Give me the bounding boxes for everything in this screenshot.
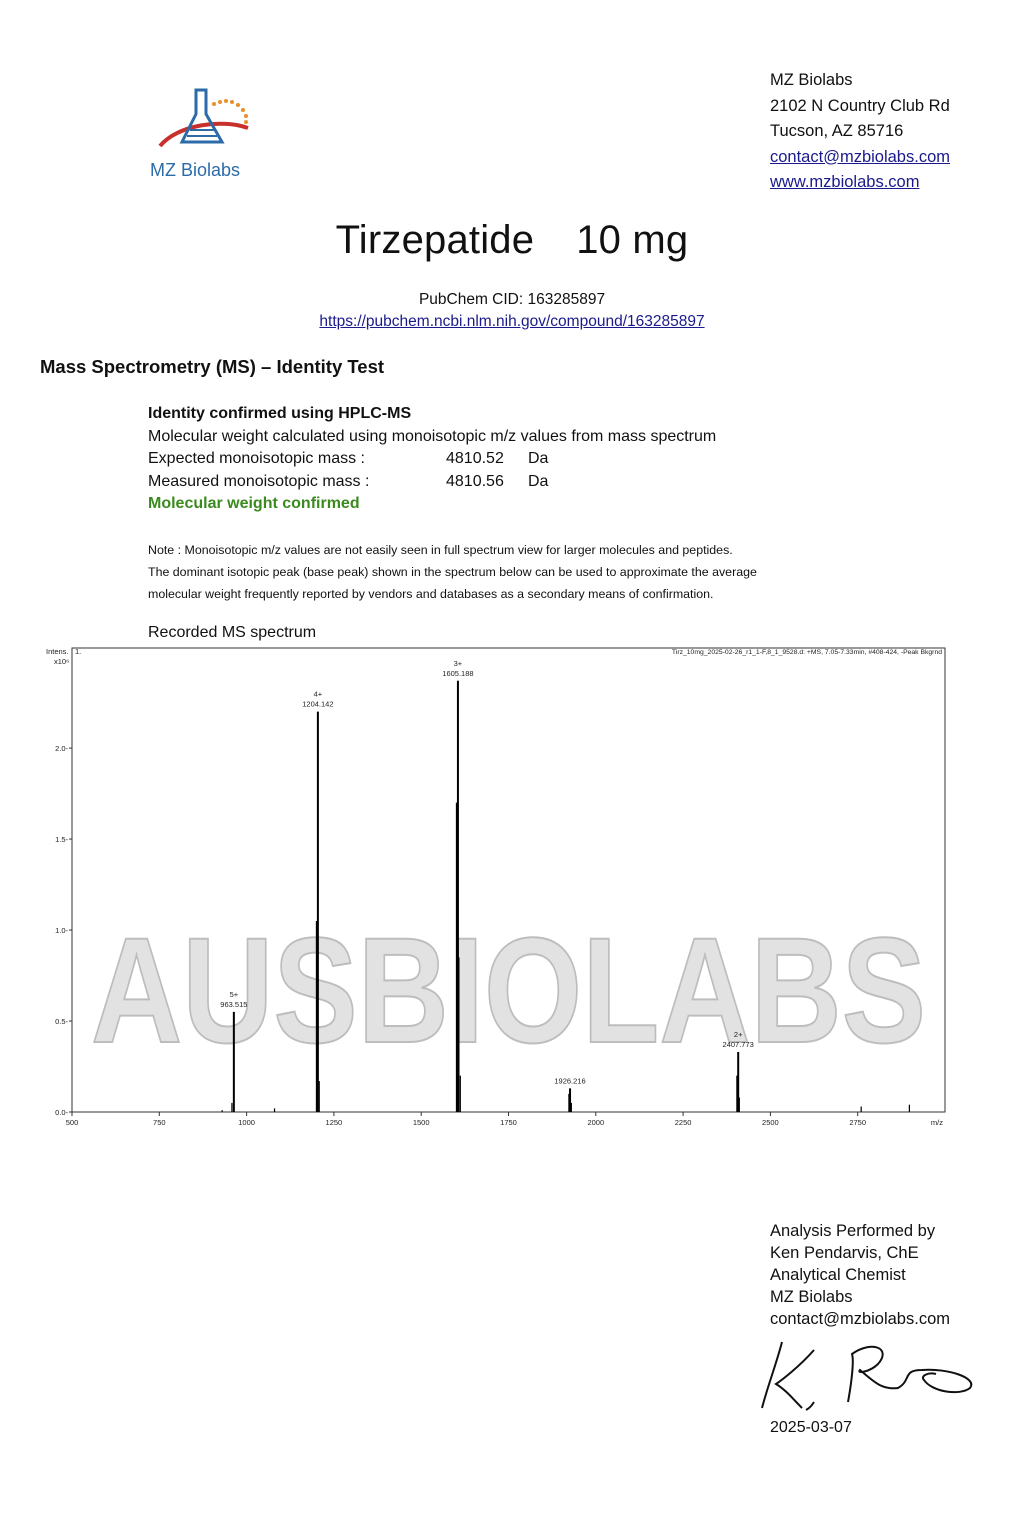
website-link[interactable]: www.mzbiolabs.com [770, 173, 920, 191]
y-tick-label: 0.5- [55, 1017, 68, 1027]
peak-charge-label: 2+ [733, 1029, 743, 1039]
expected-mass-label: Expected monoisotopic mass : [148, 450, 365, 467]
signature-line: Analysis Performed by [770, 1222, 936, 1240]
section-title: Mass Spectrometry (MS) – Identity Test [40, 356, 385, 377]
y-tick-label: 2.0- [55, 744, 68, 754]
x-tick-label: 1500 [412, 1118, 430, 1127]
peak-mz-label: 963.515 [220, 999, 248, 1009]
identity-block [148, 403, 716, 516]
peak-charge-label: 4+ [313, 689, 323, 699]
identity-heading: Identity confirmed using HPLC-MS [148, 405, 412, 422]
y-tick-label: 0.0- [55, 1108, 68, 1117]
spectrum-header: Tirz_10mg_2025-02-26_r1_1-F,8_1_9528.d: +MS, 7.05-7.33min, #408-424, -Peak Bkgrnd [671, 649, 942, 656]
peak-mz-label: 1204.142 [302, 699, 334, 709]
expected-mass-row [148, 448, 716, 471]
y-axis-label: Intens. [46, 647, 69, 656]
product-title [0, 218, 1024, 263]
peak-mz-label: 1605.188 [442, 668, 474, 678]
peak-mz-label: 1926.216 [554, 1076, 586, 1086]
corner-label: 1. [75, 647, 82, 656]
handwritten-signature [752, 1330, 992, 1420]
expected-mass-unit: Da [528, 450, 549, 467]
y-scale-label: x10⁶ [54, 657, 70, 666]
measured-mass-row [148, 471, 716, 494]
identity-result: Molecular weight confirmed [148, 495, 360, 512]
note-line: The dominant isotopic peak (base peak) shown in the spectrum below can be used to approximate the average [148, 565, 757, 579]
signature-line: MZ Biolabs [770, 1288, 853, 1306]
x-tick-label: 2750 [849, 1118, 867, 1127]
logo-text: MZ Biolabs [150, 160, 241, 180]
product-amount: 10 mg [576, 218, 689, 262]
signature-block [770, 1220, 950, 1330]
mass-spectrum-chart [40, 644, 960, 1134]
company-address [770, 68, 950, 196]
x-axis-label: m/z [930, 1118, 943, 1127]
y-tick-label: 1.5- [55, 835, 68, 845]
measured-mass-unit: Da [528, 472, 549, 490]
x-tick-label: 500 [65, 1118, 79, 1127]
product-name: Tirzepatide [335, 218, 535, 262]
measured-mass-label: Measured monoisotopic mass : [148, 472, 370, 490]
watermark-text: AUSBIOLABS [91, 906, 926, 1074]
note-line: Note : Monoisotopic m/z values are not easily seen in full spectrum view for larger molecules and peptides. [148, 543, 733, 557]
peak-charge-label: 3+ [453, 658, 463, 668]
x-tick-label: 1250 [325, 1118, 343, 1127]
expected-mass-value: 4810.52 [446, 450, 504, 467]
peak-charge-label: 5+ [229, 989, 239, 999]
x-tick-label: 1000 [238, 1118, 255, 1127]
x-tick-label: 750 [153, 1118, 166, 1127]
address-line: Tucson, AZ 85716 [770, 122, 904, 140]
x-tick-label: 2250 [674, 1118, 692, 1127]
address-line: MZ Biolabs [770, 71, 853, 89]
pubchem-info [0, 289, 1024, 333]
pubchem-cid: PubChem CID: 163285897 [418, 291, 606, 308]
pubchem-link[interactable]: https://pubchem.ncbi.nlm.nih.gov/compound/163285897 [319, 313, 705, 330]
signature-line: Ken Pendarvis, ChE [770, 1244, 919, 1262]
x-tick-label: 2500 [762, 1118, 779, 1127]
signature-line: Analytical Chemist [770, 1266, 906, 1284]
signature-date: 2025-03-07 [770, 1419, 852, 1436]
signature-line: contact@mzbiolabs.com [770, 1310, 950, 1328]
email-link[interactable]: contact@mzbiolabs.com [770, 147, 950, 166]
x-tick-label: 1750 [500, 1118, 517, 1127]
y-tick-label: 1.0- [55, 926, 68, 936]
measured-mass-value: 4810.56 [446, 472, 504, 490]
note-block [148, 539, 757, 605]
address-line: 2102 N Country Club Rd [770, 96, 950, 115]
note-line: molecular weight frequently reported by vendors and databases as a secondary means of confirmation. [148, 587, 714, 601]
spectrum-label: Recorded MS spectrum [148, 624, 317, 641]
peak-mz-label: 2407.773 [722, 1039, 754, 1049]
x-tick-label: 2000 [587, 1118, 605, 1127]
identity-method: Molecular weight calculated using monoisotopic m/z values from mass spectrum [148, 427, 717, 445]
